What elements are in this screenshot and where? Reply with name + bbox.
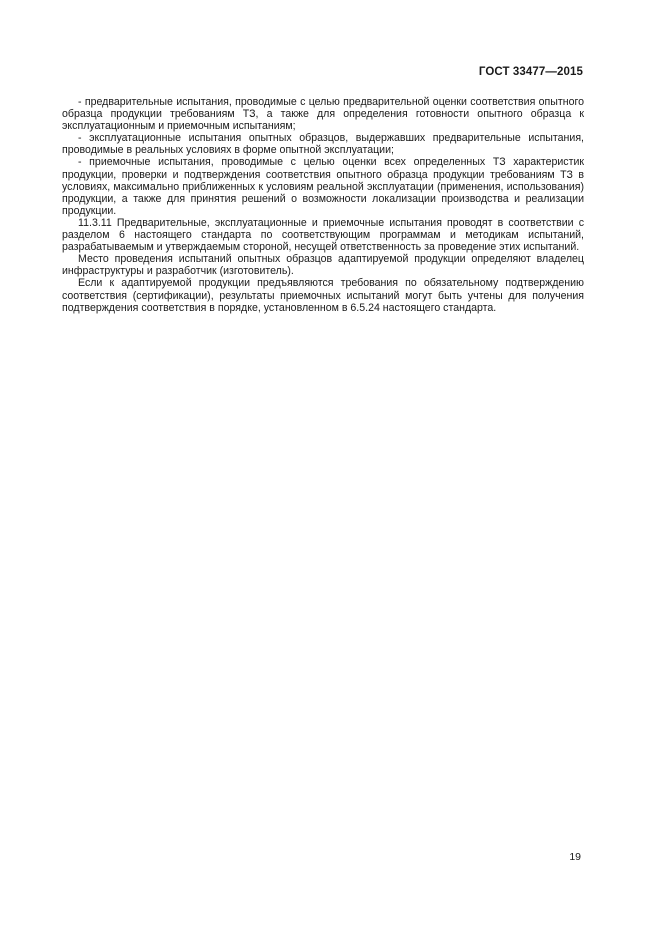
paragraph-11-3-11: 11.3.11 Предварительные, эксплуатационные и приемочные испытания проводят в соответствии с разделом 6 настоящего стандарта по соответствующим программам и методикам испытаний, разрабатываемым и утверждаемым стороной, несущей ответственность за проведение этих испытаний. bbox=[62, 216, 584, 254]
page-number: 19 bbox=[569, 851, 581, 863]
paragraph-test-location: Место проведения испытаний опытных образцов адаптируемой продукции определяют владелец инфраструктуры и разработчик (изготовитель). bbox=[62, 253, 584, 278]
document-header-id: ГОСТ 33477—2015 bbox=[478, 66, 583, 78]
paragraph-operational-tests: - эксплуатационные испытания опытных образцов, выдержавших предварительные испытания, проводимые в реальных условиях в форме опытной эксплуатации; bbox=[62, 132, 584, 157]
paragraph-certification: Если к адаптируемой продукции предъявляются требования по обязательному подтверждению соответствия (сертификации), результаты приемочных испытаний могут быть учтены для получения подтверждения соответствия в порядке, установленном в 6.5.24 настоящего стандарта. bbox=[62, 277, 584, 314]
paragraph-acceptance-tests: - приемочные испытания, проводимые с целью оценки всех определенных ТЗ характеристик продукции, проверки и подтверждения соответствия опытного образца продукции требованиям ТЗ в условиях, максимально приближенных к условиям реальной эксплуатации (применения, использования) продукции, а также для принятия решений о возможности локализации производства и реализации продукции. bbox=[62, 156, 584, 217]
paragraph-preliminary-tests: - предварительные испытания, проводимые с целью предварительной оценки соответствия опытного образца продукции требованиям ТЗ, а также для определения готовности опытного образца к эксплуатационным и приемочным испытаниям; bbox=[62, 96, 584, 133]
document-body bbox=[62, 96, 584, 314]
